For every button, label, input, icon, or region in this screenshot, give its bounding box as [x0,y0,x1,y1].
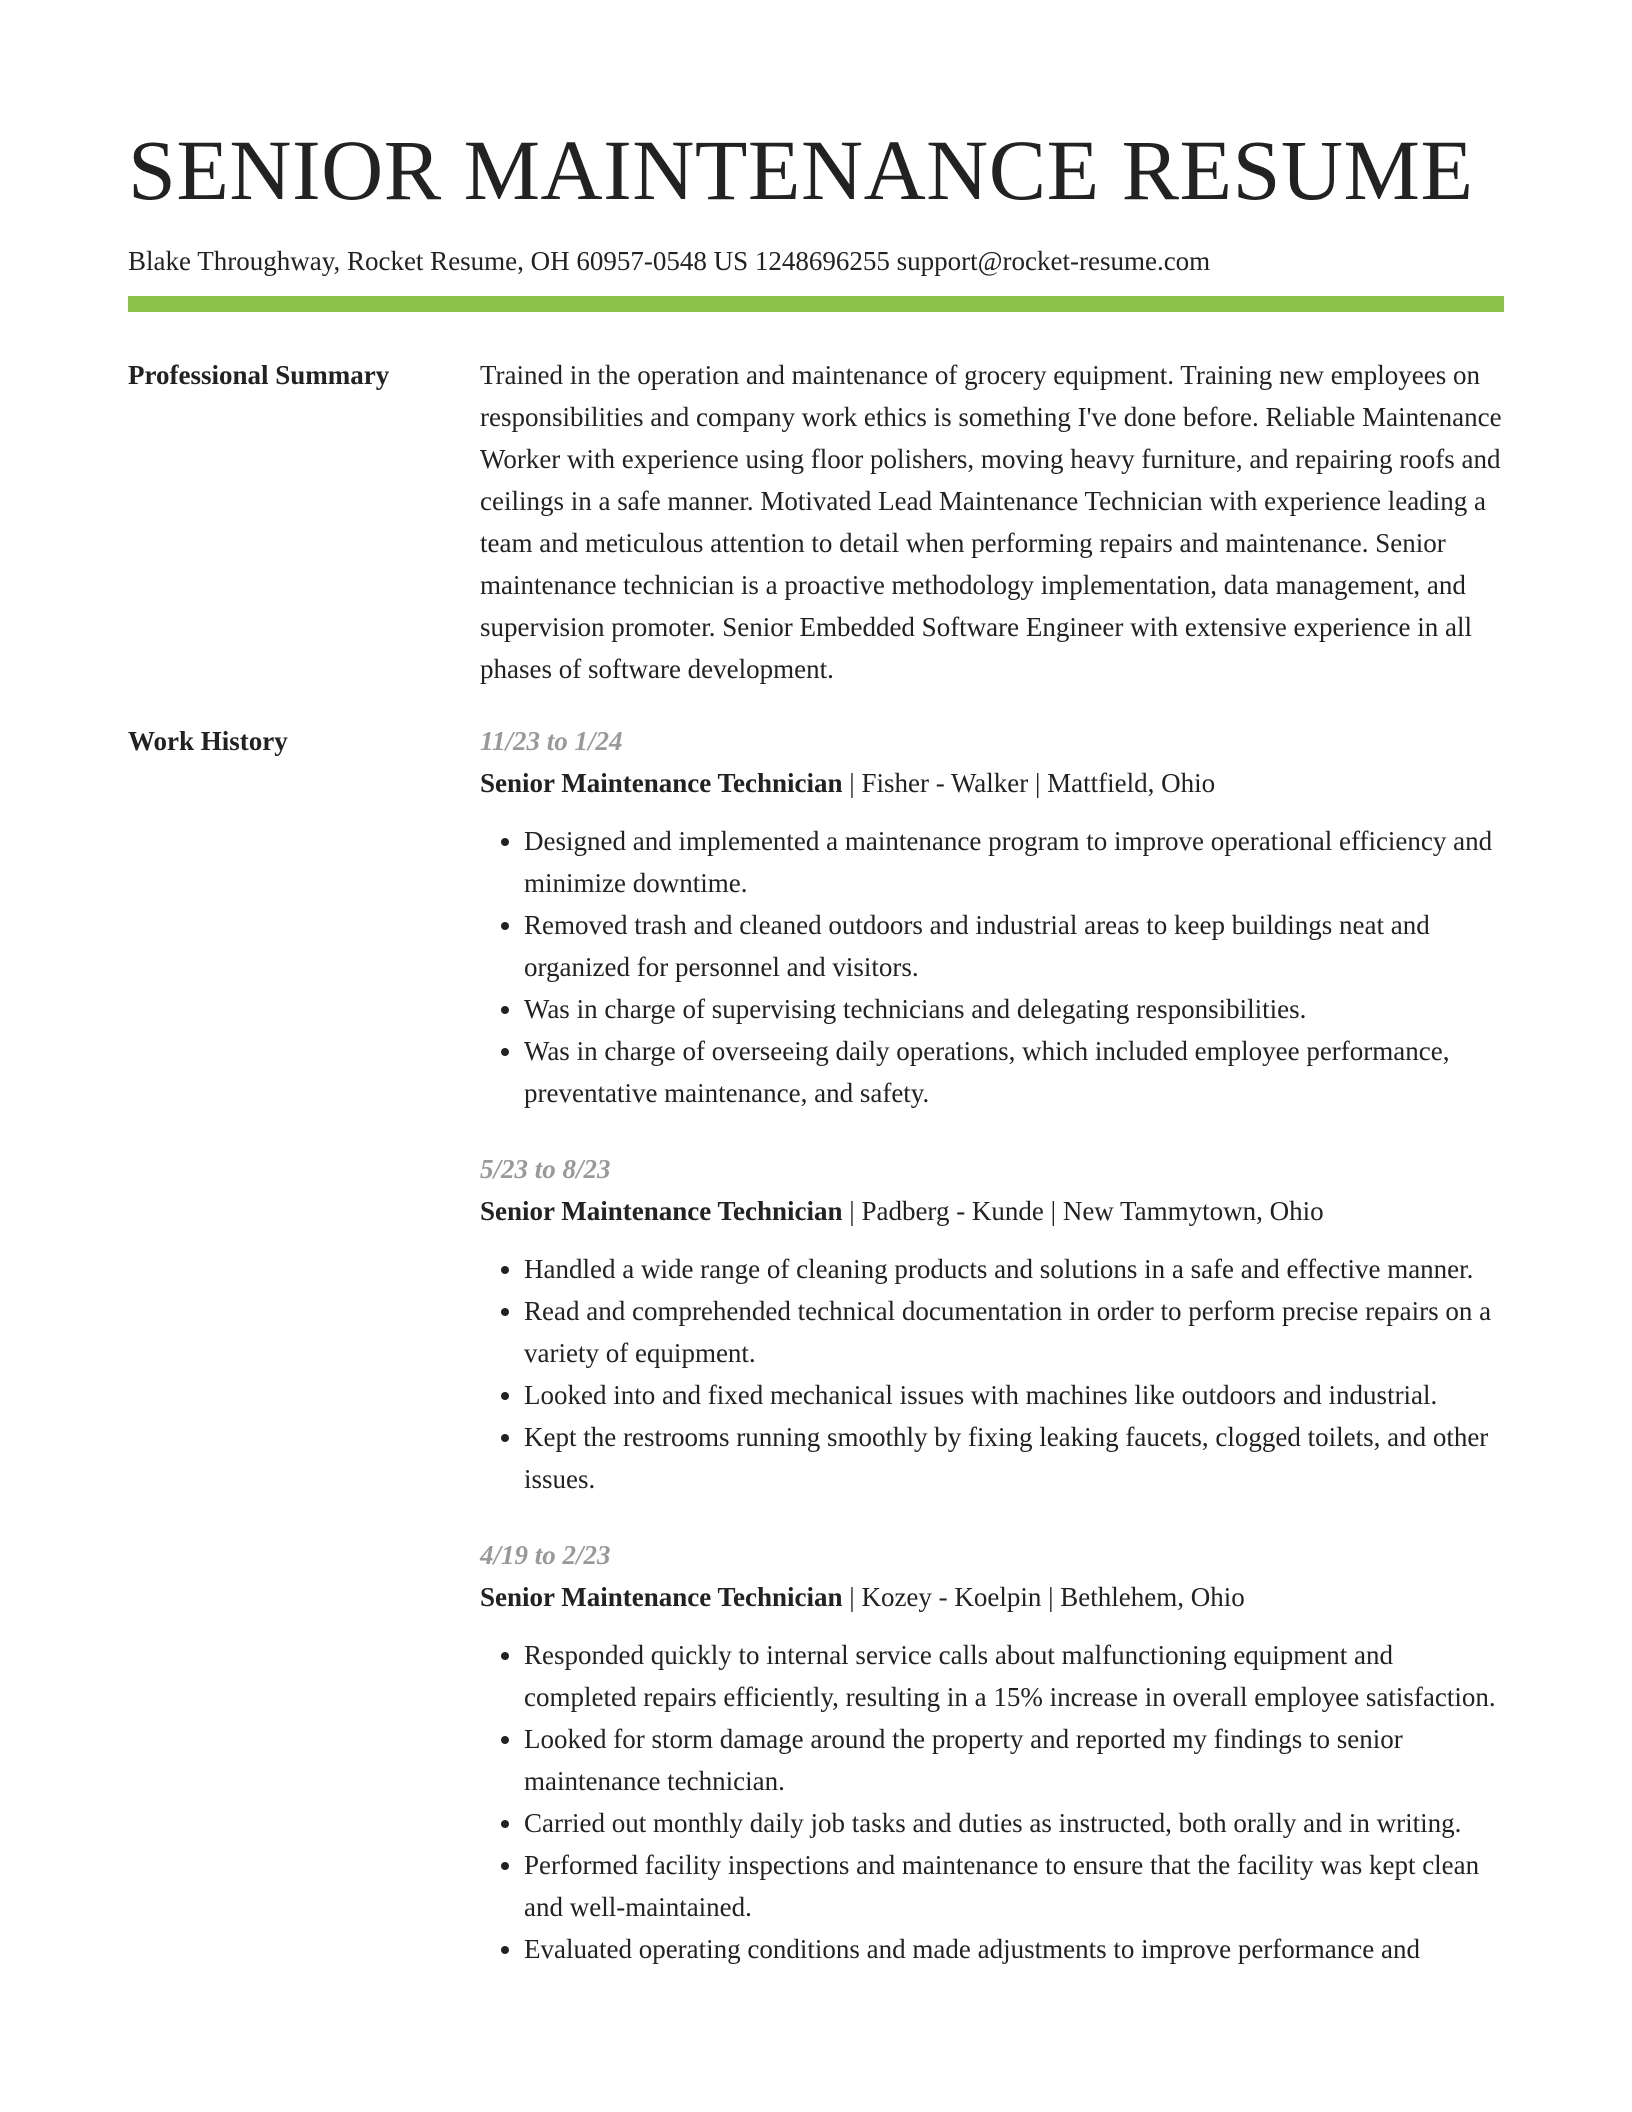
job-bullet-list [480,820,1504,1114]
resume-title: SENIOR MAINTENANCE RESUME [128,122,1474,218]
job-title: Senior Maintenance Technician [480,1582,843,1612]
job-bullet: • Handled a wide range of cleaning products and solutions in a safe and effective manner. [524,1248,1504,1290]
job-heading [480,1576,1504,1618]
job-bullet: • Kept the restrooms running smoothly by fixing leaking faucets, clogged toilets, and other issues. [524,1416,1504,1500]
job-details: | Padberg - Kunde | New Tammytown, Ohio [842,1196,1324,1226]
job-bullet: • Removed trash and cleaned outdoors and industrial areas to keep buildings neat and organized for personnel and visitors. [524,904,1504,988]
summary-body [480,354,1504,690]
job-bullet: • Read and comprehended technical documentation in order to perform precise repairs on a variety of equipment. [524,1290,1504,1374]
job-title: Senior Maintenance Technician [480,1196,843,1226]
job-heading [480,762,1504,804]
job-bullet: • Carried out monthly daily job tasks and duties as instructed, both orally and in writing. [524,1802,1504,1844]
job-bullet: • Was in charge of overseeing daily operations, which included employee performance, preventative maintenance, and safety. [524,1030,1504,1114]
job-dates: 4/19 to 2/23 [480,1540,611,1570]
job-heading [480,1190,1504,1232]
job-dates: 5/23 to 8/23 [480,1154,611,1184]
job-entry [480,1534,1504,1970]
work-history-section [128,720,1504,2004]
job-bullet: • Looked into and fixed mechanical issues with machines like outdoors and industrial. [524,1374,1504,1416]
section-label-professional-summary: Professional Summary [128,360,390,390]
section-label-work-history: Work History [128,726,288,756]
job-dates: 11/23 to 1/24 [480,726,623,756]
resume-page [128,0,1504,2112]
job-entry [480,720,1504,1114]
job-bullet-list [480,1634,1504,1970]
job-entry [480,1148,1504,1500]
job-bullet: • Looked for storm damage around the property and reported my findings to senior maintenance technician. [524,1718,1504,1802]
job-bullet-list [480,1248,1504,1500]
job-bullet: • Performed facility inspections and maintenance to ensure that the facility was kept clean and well-maintained. [524,1844,1504,1928]
accent-divider [128,296,1504,312]
job-bullet: • Responded quickly to internal service calls about malfunctioning equipment and completed repairs efficiently, resulting in a 15% increase in overall employee satisfaction. [524,1634,1504,1718]
job-bullet: • Was in charge of supervising technicians and delegating responsibilities. [524,988,1504,1030]
summary-text: Trained in the operation and maintenance of grocery equipment. Training new employees on responsibilities and company work ethics is something I've done before. Reliable Maintenance Worker with experience using floor polishers, moving heavy furniture, and repairing roofs and ceilings in a safe manner. Motivated Lead Maintenance Technician with experience leading a team and meticulous attention to detail when performing repairs and maintenance. Senior maintenance technician is a proactive methodology implementation, data management, and supervision promoter. Senior Embedded Software Engineer with extensive experience in all phases of software development. [480,360,1502,684]
job-bullet: • Designed and implemented a maintenance program to improve operational efficiency and minimize downtime. [524,820,1504,904]
job-bullet: • Evaluated operating conditions and made adjustments to improve performance and [524,1928,1504,1970]
contact-line: Blake Throughway, Rocket Resume, OH 60957-0548 US 1248696255 support@rocket-resume.com [128,246,1211,276]
professional-summary-section [128,354,1504,690]
job-details: | Kozey - Koelpin | Bethlehem, Ohio [842,1582,1245,1612]
work-history-body [480,720,1504,2004]
job-details: | Fisher - Walker | Mattfield, Ohio [842,768,1216,798]
job-title: Senior Maintenance Technician [480,768,843,798]
